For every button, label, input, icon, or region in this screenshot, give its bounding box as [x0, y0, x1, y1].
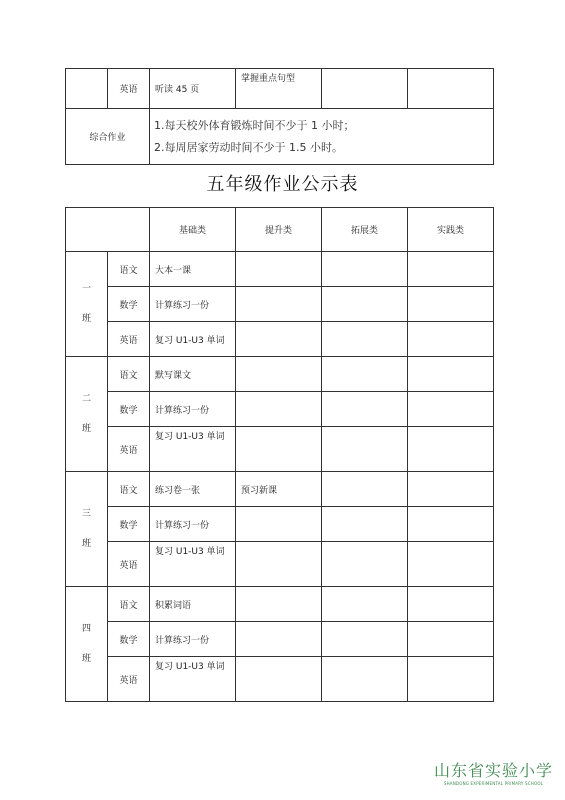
class-name-cell	[66, 357, 108, 472]
extend-homework-cell	[322, 587, 408, 622]
advanced-homework-cell	[236, 542, 322, 587]
header-advanced: 提升类	[236, 208, 322, 252]
extend-homework-cell	[322, 427, 408, 472]
empty-cell	[66, 69, 108, 109]
header-practice: 实践类	[408, 208, 494, 252]
advanced-homework-cell	[236, 357, 322, 392]
basic-homework-cell: 计算练习一份	[150, 622, 236, 657]
practice-homework-cell	[408, 252, 494, 287]
practice-homework-cell	[408, 622, 494, 657]
class-name-cell	[66, 252, 108, 357]
practice-homework-cell	[408, 427, 494, 472]
extend-homework-cell	[322, 287, 408, 322]
school-logo-subtext: SHANDONG EXPERIMENTAL PRIMARY SCHOOL	[443, 781, 544, 786]
class-name-char: 班	[81, 654, 91, 664]
advanced-homework-cell	[236, 322, 322, 357]
header-extend: 拓展类	[322, 208, 408, 252]
subject-cell: 语文	[108, 472, 150, 507]
previous-homework-table	[65, 68, 494, 165]
subject-cell: 语文	[108, 252, 150, 287]
practice-homework-cell	[408, 357, 494, 392]
comprehensive-line: 2.每周居家劳动时间不少于 1.5 小时。	[154, 140, 343, 154]
practice-homework-cell	[408, 587, 494, 622]
empty-cell	[322, 69, 408, 109]
practice-homework-cell	[408, 542, 494, 587]
practice-homework-cell	[408, 287, 494, 322]
advanced-homework-cell	[236, 587, 322, 622]
subject-cell: 英语	[108, 322, 150, 357]
class-name-char: 班	[81, 424, 91, 434]
comprehensive-line: 1.每天校外体育锻炼时间不少于 1 小时；	[154, 118, 355, 132]
extend-homework-cell	[322, 657, 408, 702]
practice-homework-cell	[408, 322, 494, 357]
basic-homework-cell: 复习 U1-U3 单词	[150, 322, 236, 357]
extend-homework-cell	[322, 472, 408, 507]
comprehensive-homework-cell	[150, 109, 494, 165]
header-basic: 基础类	[150, 208, 236, 252]
extend-homework-cell	[322, 322, 408, 357]
basic-homework-cell: 复习 U1-U3 单词	[150, 657, 236, 702]
extend-homework-cell	[322, 507, 408, 542]
header-empty-cell	[66, 208, 150, 252]
advanced-homework-cell: 掌握重点句型	[236, 69, 322, 109]
extend-homework-cell	[322, 622, 408, 657]
class-name-char: 四	[81, 624, 91, 634]
basic-homework-cell: 计算练习一份	[150, 287, 236, 322]
practice-homework-cell	[408, 392, 494, 427]
basic-homework-cell: 复习 U1-U3 单词	[150, 542, 236, 587]
class-name-char: 三	[81, 509, 91, 519]
basic-homework-cell: 积累词语	[150, 587, 236, 622]
extend-homework-cell	[322, 542, 408, 587]
basic-homework-cell: 复习 U1-U3 单词	[150, 427, 236, 472]
comprehensive-label: 综合作业	[66, 109, 150, 165]
subject-cell: 语文	[108, 587, 150, 622]
empty-cell	[408, 69, 494, 109]
grade-five-homework-table	[65, 207, 494, 702]
class-name-char: 班	[81, 539, 91, 549]
subject-cell: 英语	[108, 542, 150, 587]
advanced-homework-cell	[236, 622, 322, 657]
basic-homework-cell: 计算练习一份	[150, 507, 236, 542]
class-name-cell	[66, 472, 108, 587]
subject-cell: 英语	[108, 69, 150, 109]
basic-homework-cell: 默写课文	[150, 357, 236, 392]
subject-cell: 数学	[108, 507, 150, 542]
subject-cell: 英语	[108, 427, 150, 472]
basic-homework-cell: 听读 45 页	[150, 69, 236, 109]
practice-homework-cell	[408, 472, 494, 507]
subject-cell: 数学	[108, 622, 150, 657]
advanced-homework-cell	[236, 392, 322, 427]
school-logo	[434, 758, 553, 786]
extend-homework-cell	[322, 252, 408, 287]
subject-cell: 数学	[108, 287, 150, 322]
basic-homework-cell: 大本一课	[150, 252, 236, 287]
class-name-char: 一	[81, 284, 91, 294]
advanced-homework-cell	[236, 507, 322, 542]
advanced-homework-cell	[236, 657, 322, 702]
extend-homework-cell	[322, 357, 408, 392]
basic-homework-cell: 计算练习一份	[150, 392, 236, 427]
practice-homework-cell	[408, 507, 494, 542]
advanced-homework-cell	[236, 252, 322, 287]
subject-cell: 英语	[108, 657, 150, 702]
subject-cell: 语文	[108, 357, 150, 392]
advanced-homework-cell	[236, 427, 322, 472]
extend-homework-cell	[322, 392, 408, 427]
page-title: 五年级作业公示表	[206, 174, 359, 195]
basic-homework-cell: 练习卷一张	[150, 472, 236, 507]
class-name-char: 班	[81, 314, 91, 324]
advanced-homework-cell	[236, 287, 322, 322]
class-name-char: 二	[81, 394, 91, 404]
practice-homework-cell	[408, 657, 494, 702]
class-name-cell	[66, 587, 108, 702]
school-logo-text: 山东省实验小学	[433, 761, 553, 780]
advanced-homework-cell: 预习新课	[236, 472, 322, 507]
subject-cell: 数学	[108, 392, 150, 427]
